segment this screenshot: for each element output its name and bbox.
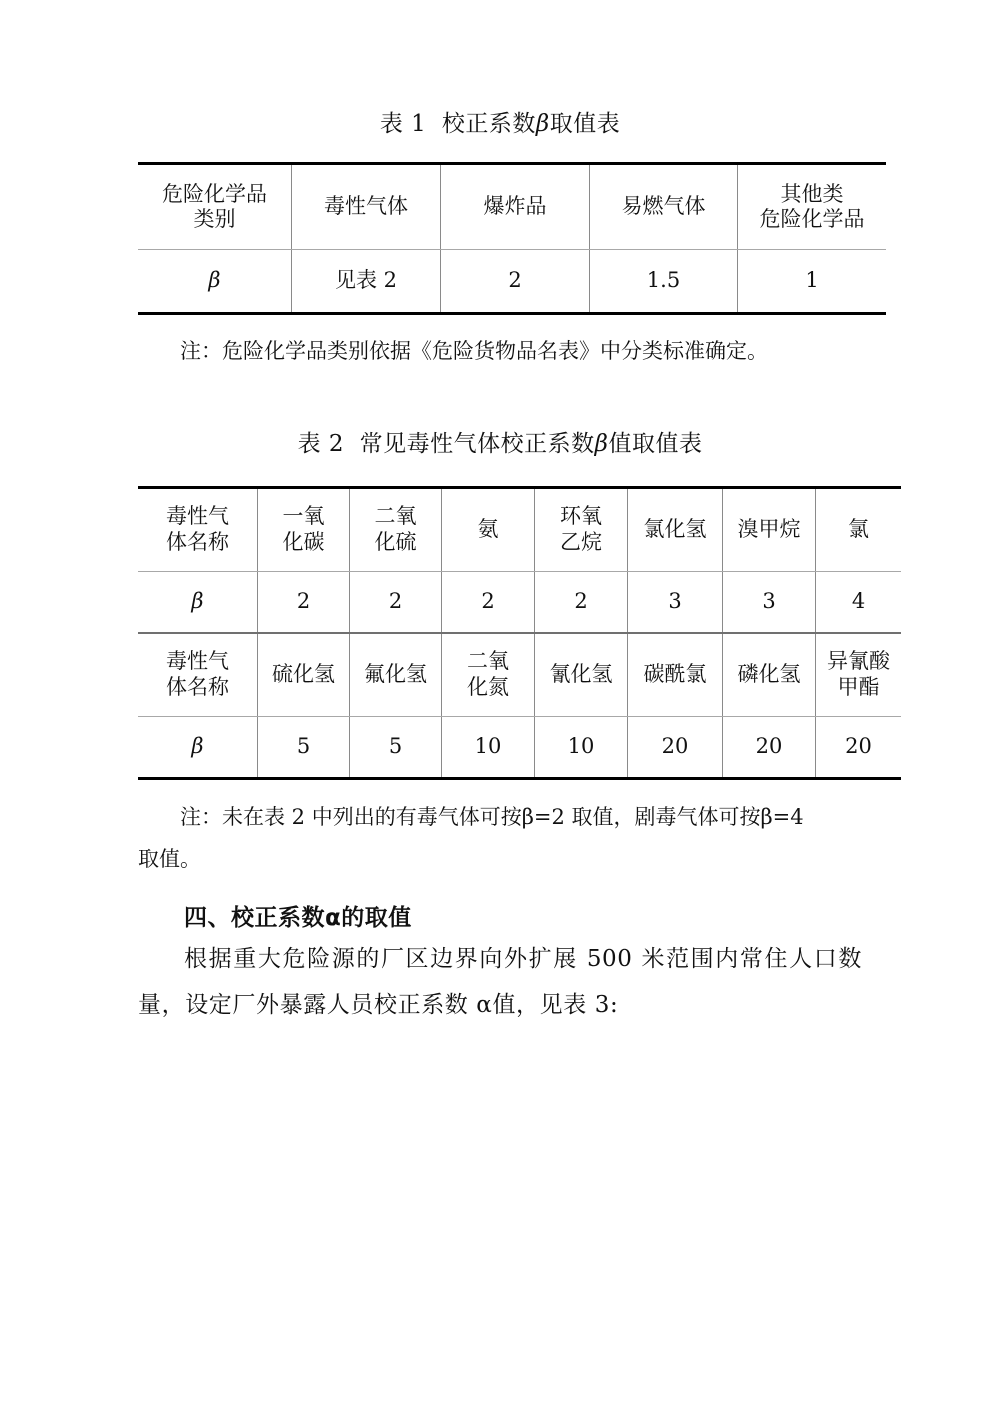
table2-group2-header-row — [138, 633, 901, 717]
table1-caption-prefix: 表 1 — [379, 111, 427, 137]
table1-note: 注：危险化学品类别依据《危险货物品名表》中分类标准确定。 — [180, 338, 768, 363]
table2-g2-gas-6-line1: 磷化氢 — [737, 661, 801, 686]
table2-g2-gas-3 — [442, 633, 535, 717]
table1-header-cell-explosive: 爆炸品 — [441, 163, 590, 249]
table2-g1-gas-4 — [535, 487, 628, 571]
table2-g2-beta-label — [138, 716, 258, 778]
table2-group1-header-row — [138, 487, 901, 571]
table1-value-toxic-gas: 见表 2 — [292, 249, 441, 313]
table2-g1-beta-2: 2 — [350, 571, 442, 633]
table1-note-gap — [138, 315, 862, 333]
table2-g2-beta-4: 10 — [535, 716, 628, 778]
table2-toxic-gas-beta-values — [138, 486, 901, 780]
table2-caption — [138, 430, 862, 460]
note-section-gap — [138, 880, 862, 900]
table2-g1-gas-2-line1: 二氧 — [374, 504, 417, 529]
table2-group2-row-header — [138, 633, 258, 717]
table2-g2-beta-3: 10 — [442, 716, 535, 778]
table2-g1-beta-label — [138, 571, 258, 633]
table1-value-flammable-gas: 1.5 — [590, 249, 738, 313]
table2-g1-gas-3-line1: 氨 — [477, 516, 499, 541]
table2-g2-gas-7-line2: 甲酯 — [837, 674, 880, 699]
table2-g2-gas-2-line1: 氟化氢 — [364, 661, 427, 686]
table2-group2-beta-row — [138, 716, 901, 778]
table2-g1-beta-6: 3 — [723, 571, 816, 633]
table1-header-row — [138, 163, 886, 249]
table2-g1-beta-3: 2 — [442, 571, 535, 633]
table2-g2-gas-1 — [258, 633, 350, 717]
table2-caption-prefix: 表 2 — [297, 430, 345, 457]
table2-g2-gas-7 — [816, 633, 902, 717]
table1-header-cell-toxic-gas: 毒性气体 — [292, 163, 441, 249]
table2-g1-beta-4: 2 — [535, 571, 628, 633]
table2-g1-gas-1 — [258, 487, 350, 571]
table2-g2-beta-5: 20 — [628, 716, 723, 778]
section-4-heading: 四、校正系数α的取值 — [184, 904, 412, 931]
table2-g1-gas-6 — [723, 487, 816, 571]
table2-g1-gas-2 — [350, 487, 442, 571]
table2-g1-beta-7: 4 — [816, 571, 902, 633]
caption-table1-gap — [138, 140, 862, 162]
table2-caption-body: 常见毒性气体校正系数 — [359, 430, 595, 457]
table2-g1-gas-4-line1: 环氧 — [560, 504, 602, 529]
table2-g2-gas-5 — [628, 633, 723, 717]
table1-table2-gap — [138, 370, 862, 430]
table2-g1-gas-1-line1: 一氧 — [282, 504, 325, 529]
table2-g1-gas-5-line1: 氯化氢 — [643, 516, 707, 541]
table1-beta-symbol: β — [208, 268, 221, 293]
table2-g1-gas-5 — [628, 487, 723, 571]
table2-g1-beta-1: 2 — [258, 571, 350, 633]
table1-row-label-beta — [138, 249, 292, 313]
caption-table2-gap — [138, 460, 862, 486]
table2-g1-beta-symbol: β — [191, 588, 204, 613]
table2-caption-suffix: 值取值表 — [608, 430, 703, 457]
table2-g2-beta-symbol: β — [191, 733, 204, 758]
table2-g2-gas-4 — [535, 633, 628, 717]
table2-g1-gas-1-line2: 化碳 — [282, 529, 325, 554]
table2-g1-gas-3 — [442, 487, 535, 571]
table2-caption-symbol: β — [594, 430, 609, 457]
table2-note-line1: 注：未在表 2 中列出的有毒气体可按β=2 取值，剧毒气体可按β=4 — [180, 804, 804, 829]
section-4-paragraph: 根据重大危险源的厂区边界向外扩展 500 米范围内常住人口数量，设定厂外暴露人员校正系数 α值，见表 3: — [138, 946, 862, 1019]
table2-g1-gas-7-line1: 氯 — [848, 516, 869, 541]
table2-g2-header-line2: 体名称 — [166, 674, 229, 699]
table2-g1-header-line1: 毒性气 — [166, 504, 229, 529]
table1-value-other: 1 — [738, 249, 887, 313]
table2-g1-beta-5: 3 — [628, 571, 723, 633]
table2-g1-gas-7 — [816, 487, 902, 571]
table2-g2-header-line1: 毒性气 — [166, 649, 229, 674]
table2-g1-gas-2-line2: 化硫 — [374, 529, 417, 554]
table1-value-explosive: 2 — [441, 249, 590, 313]
table2-g2-gas-1-line1: 硫化氢 — [272, 661, 335, 686]
table2-group1-beta-row — [138, 571, 901, 633]
table2-g1-gas-6-line1: 溴甲烷 — [737, 516, 801, 541]
table2-g2-gas-3-line2: 化氮 — [467, 674, 509, 699]
table2-g2-gas-7-line1: 异氰酸 — [827, 649, 890, 674]
table2-g1-header-line2: 体名称 — [166, 529, 229, 554]
table1-header-cell-other — [738, 163, 887, 249]
table1-header-cell-category — [138, 163, 292, 249]
table2-g2-gas-5-line1: 碳酰氯 — [643, 661, 707, 686]
table2-note-gap — [138, 780, 862, 796]
table2-g2-beta-6: 20 — [723, 716, 816, 778]
table1-value-row — [138, 249, 886, 313]
table1-header-other-line1: 其他类 — [780, 181, 844, 206]
table1-header-cell-flammable-gas: 易燃气体 — [590, 163, 738, 249]
table2-note-line2: 取值。 — [138, 846, 201, 871]
table2-g2-gas-6 — [723, 633, 816, 717]
table1-header-category-line1: 危险化学品 — [162, 181, 267, 206]
table2-g1-gas-4-line2: 乙烷 — [560, 529, 602, 554]
table1-caption — [138, 110, 862, 140]
top-margin-spacer — [138, 0, 862, 110]
table2-g2-beta-1: 5 — [258, 716, 350, 778]
table2-g2-gas-3-line1: 二氧 — [467, 649, 509, 674]
table1-caption-body: 校正系数 — [441, 111, 536, 137]
table2-g2-gas-2 — [350, 633, 442, 717]
table1-correction-factor-beta — [138, 162, 886, 315]
table2-g2-gas-4-line1: 氰化氢 — [549, 661, 613, 686]
table2-group1-row-header — [138, 487, 258, 571]
table1-header-category-line2: 类别 — [193, 206, 236, 231]
table2-note — [138, 796, 862, 880]
table1-caption-suffix: 取值表 — [549, 111, 621, 137]
table2-g2-beta-7: 20 — [816, 716, 902, 778]
table1-header-other-line2: 危险化学品 — [759, 206, 865, 231]
table2-g2-beta-2: 5 — [350, 716, 442, 778]
table1-caption-symbol: β — [535, 111, 550, 137]
